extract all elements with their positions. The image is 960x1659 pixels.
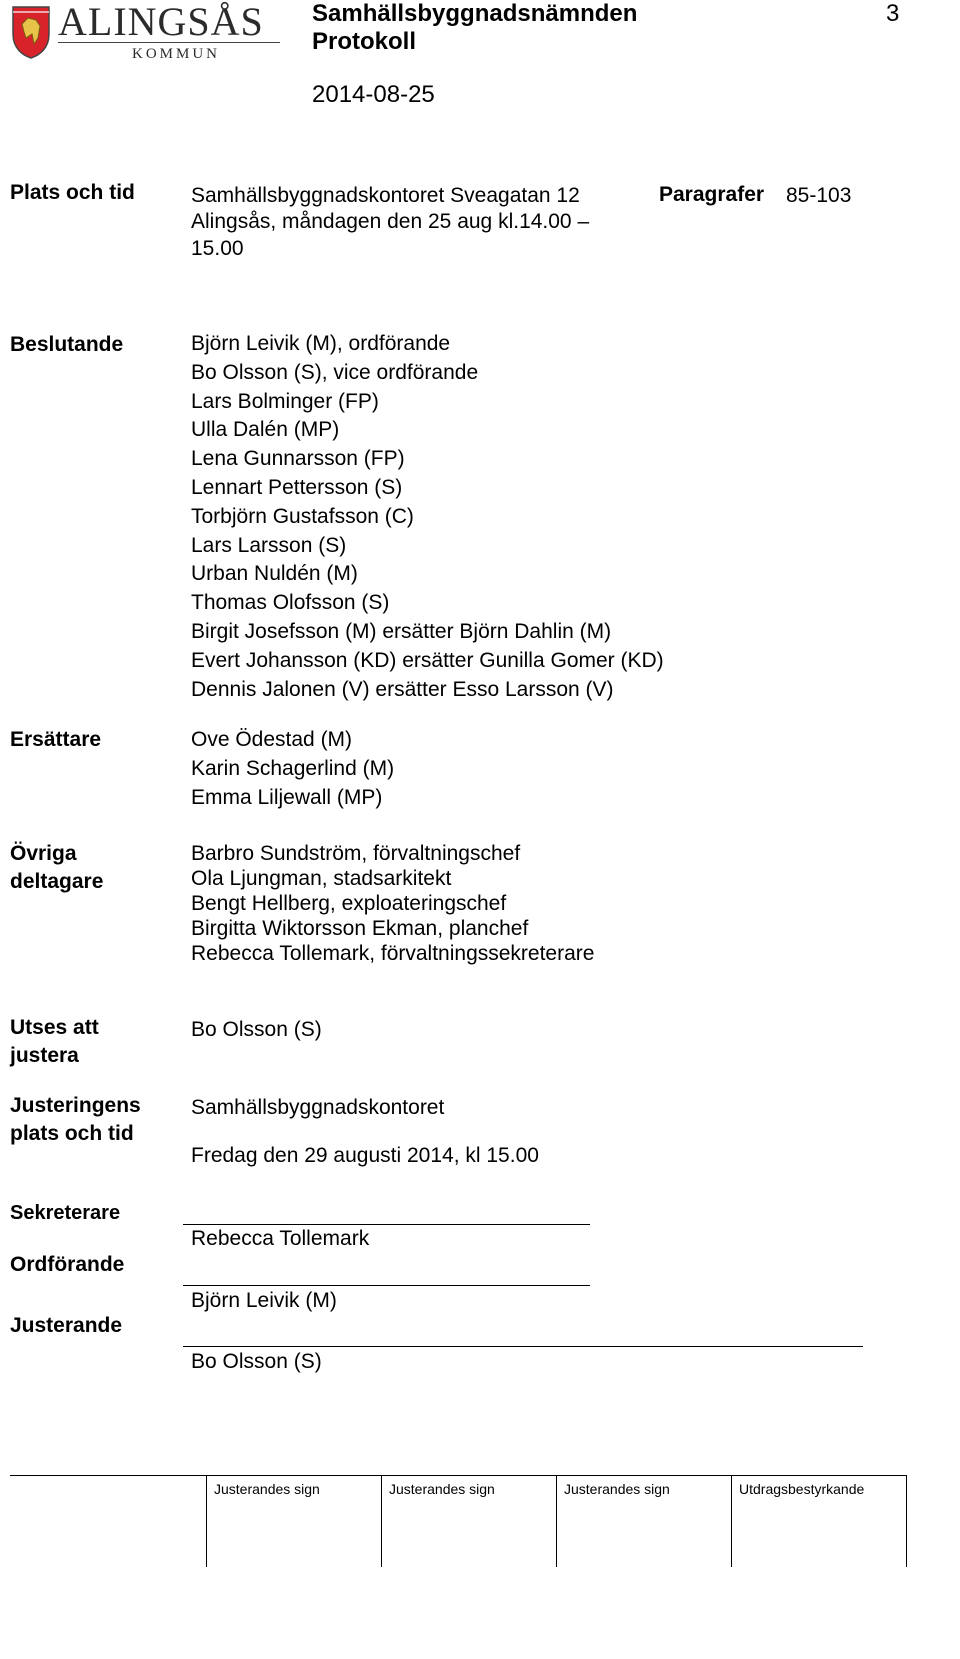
list-item: Lars Bolminger (FP) <box>191 389 379 413</box>
list-item: Bo Olsson (S), vice ordförande <box>191 360 479 384</box>
list-item: Barbro Sundström, förvaltningschef <box>191 842 521 865</box>
chair-label: Ordförande <box>10 1253 125 1276</box>
footer-divider-2 <box>381 1475 382 1567</box>
list-item: Emma Liljewall (MP) <box>191 785 383 809</box>
footer-cell-adjuster-sign-3: Justerandes sign <box>564 1481 670 1497</box>
list-item: Torbjörn Gustafsson (C) <box>191 504 414 528</box>
list-item: Rebecca Tollemark, förvaltningssekreterare <box>191 942 595 965</box>
document-subtitle: Protokoll <box>312 28 417 55</box>
other-participants-label: Övriga deltagare <box>10 842 104 893</box>
secretary-name: Rebecca Tollemark <box>191 1227 370 1250</box>
list-item: Ulla Dalén (MP) <box>191 418 340 442</box>
document-title: Samhällsbyggnadsnämnden <box>312 0 638 27</box>
footer-cell-adjuster-sign-1: Justerandes sign <box>214 1481 320 1497</box>
adjustment-place-value: Samhällsbyggnadskontoret <box>191 1096 445 1119</box>
page-number: 3 <box>886 0 900 27</box>
coat-of-arms-icon <box>10 4 52 60</box>
place-label: Plats och tid <box>10 181 135 204</box>
footer-divider-5 <box>906 1475 907 1567</box>
logo-subtitle: KOMMUN <box>132 46 221 62</box>
paragraphs-value: 85-103 <box>786 184 852 207</box>
adjuster-name: Bo Olsson (S) <box>191 1350 322 1373</box>
place-line-3: 15.00 <box>191 237 244 260</box>
list-item: Björn Leivik (M), ordförande <box>191 332 451 355</box>
paragraphs-label: Paragrafer <box>659 183 765 206</box>
list-item: Ove Ödestad (M) <box>191 728 353 751</box>
adjuster-label: Justerande <box>10 1314 123 1337</box>
list-item: Karin Schagerlind (M) <box>191 756 395 780</box>
list-item: Lena Gunnarsson (FP) <box>191 447 405 471</box>
list-item: Ola Ljungman, stadsarkitekt <box>191 867 452 890</box>
footer-cell-adjuster-sign-2: Justerandes sign <box>389 1481 495 1497</box>
decision-makers-list <box>191 330 664 704</box>
place-line-2: Alingsås, måndagen den 25 aug kl.14.00 – <box>191 210 590 233</box>
footer-divider-3 <box>556 1475 557 1567</box>
footer-divider-4 <box>731 1475 732 1567</box>
list-item: Thomas Olofsson (S) <box>191 591 390 615</box>
decision-makers-label: Beslutande <box>10 333 124 356</box>
adjustment-place-label: Justeringens plats och tid <box>10 1094 141 1145</box>
logo-wordmark: ALINGSÅS <box>58 0 264 44</box>
footer-cell-extract-certifier: Utdragsbestyrkande <box>739 1481 865 1497</box>
list-item: Birgit Josefsson (M) ersätter Björn Dahlin (M) <box>191 619 612 643</box>
substitutes-list <box>191 726 394 812</box>
footer-divider-1 <box>206 1475 207 1567</box>
list-item: Urban Nuldén (M) <box>191 562 358 586</box>
place-line-1: Samhällsbyggnadskontoret Sveagatan 12 <box>191 184 580 207</box>
other-participants-list <box>191 841 594 966</box>
list-item: Lennart Pettersson (S) <box>191 475 403 499</box>
footer-top-line <box>10 1475 906 1476</box>
appointed-label: Utses att justera <box>10 1016 99 1067</box>
adjustment-time-value: Fredag den 29 augusti 2014, kl 15.00 <box>191 1144 539 1167</box>
list-item: Dennis Jalonen (V) ersätter Esso Larsson (V) <box>191 677 614 701</box>
list-item: Lars Larsson (S) <box>191 533 347 557</box>
logo <box>10 2 272 64</box>
secretary-label: Sekreterare <box>10 1202 121 1224</box>
document-date: 2014-08-25 <box>312 81 435 108</box>
appointed-value: Bo Olsson (S) <box>191 1018 322 1041</box>
list-item: Evert Johansson (KD) ersätter Gunilla Gomer (KD) <box>191 648 664 672</box>
chair-name: Björn Leivik (M) <box>191 1289 337 1312</box>
list-item: Bengt Hellberg, exploateringschef <box>191 892 507 915</box>
substitutes-label: Ersättare <box>10 728 102 751</box>
list-item: Birgitta Wiktorsson Ekman, planchef <box>191 917 529 940</box>
logo-divider <box>58 42 280 43</box>
